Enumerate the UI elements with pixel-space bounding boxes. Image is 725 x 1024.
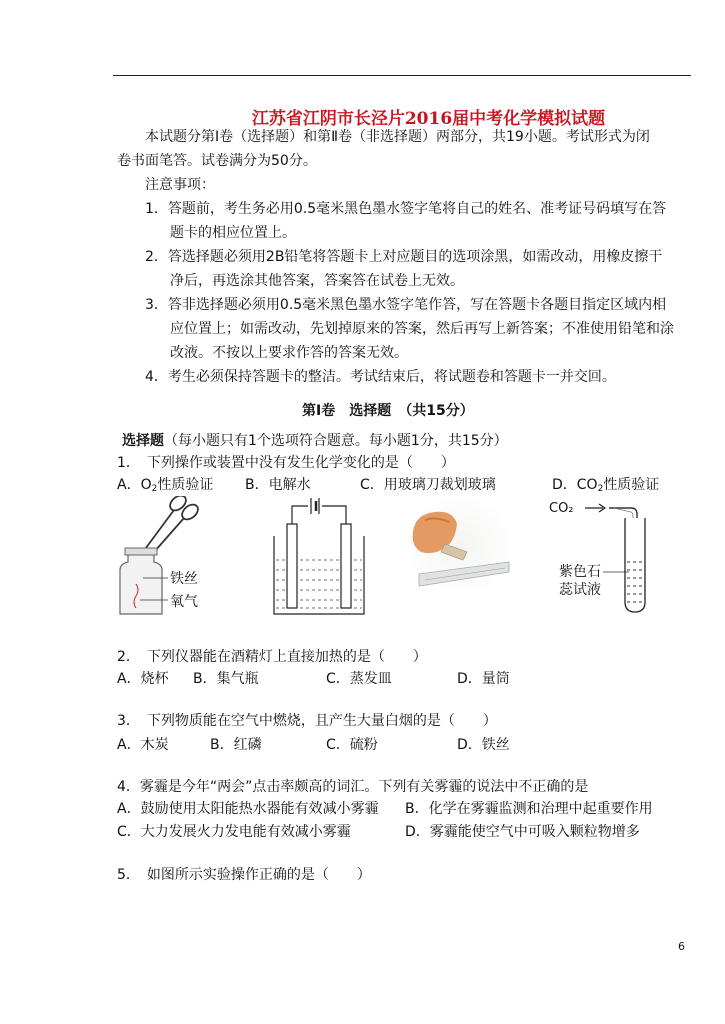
q3-option-d: D．铁丝 bbox=[457, 737, 510, 753]
page-number: 6 bbox=[678, 940, 685, 953]
section-desc-text: （每小题只有1个选项符合题意。每小题1分，共15分） bbox=[164, 433, 508, 449]
q3-option-c: C．硫粉 bbox=[326, 737, 378, 753]
q4-option-d: D．雾霾能使空气中可吸入颗粒物增多 bbox=[405, 824, 640, 840]
header-rule bbox=[113, 75, 691, 76]
notes-heading: 注意事项： bbox=[145, 177, 215, 193]
q3-option-a: A．木炭 bbox=[117, 737, 169, 753]
label-iron-wire: 铁丝 bbox=[170, 571, 198, 587]
q5-stem: 5． 如图所示实验操作正确的是（ ） bbox=[117, 867, 371, 883]
page-title: 江苏省江阴市长泾片2016届中考化学模拟试题 bbox=[251, 109, 606, 129]
q4-option-b: B．化学在雾霾监测和治理中起重要作用 bbox=[405, 801, 653, 817]
section-description bbox=[122, 432, 508, 450]
label-oxygen: 氧气 bbox=[170, 594, 198, 610]
note-line: 改液。不按以上要求作答的答案无效。 bbox=[170, 345, 408, 361]
q1-option-b: B．电解水 bbox=[245, 477, 311, 493]
q2-option-c: C．蒸发皿 bbox=[326, 671, 392, 687]
q2-option-b: B．集气瓶 bbox=[193, 671, 259, 687]
figure-electrolysis bbox=[268, 496, 370, 621]
q2-option-a: A．烧杯 bbox=[117, 671, 169, 687]
figure-glass-cutter bbox=[405, 494, 515, 598]
note-line: 2．答选择题必须用2B铅笔将答题卡上对应题目的选项涂黑，如需改动，用橡皮擦干 bbox=[145, 249, 663, 265]
q3-option-b: B．红磷 bbox=[210, 737, 262, 753]
label-co2: CO₂ bbox=[549, 501, 574, 516]
q3-stem: 3． 下列物质能在空气中燃烧，且产生大量白烟的是（ ） bbox=[117, 713, 497, 729]
q4-option-a: A．鼓励使用太阳能热水器能有效减小雾霾 bbox=[117, 801, 379, 817]
figure-o2-iron-wire bbox=[110, 496, 245, 618]
note-line: 应位置上；如需改动，先划掉原来的答案，然后再写上新答案；不准使用铅笔和涂 bbox=[170, 321, 674, 337]
note-line: 3．答非选择题必须用0.5毫米黑色墨水签字笔作答，写在答题卡各题目指定区域内相 bbox=[145, 297, 667, 313]
note-line: 题卡的相应位置上。 bbox=[170, 225, 296, 241]
q4-stem: 4．雾霾是今年“两会”点击率颇高的词汇。下列有关雾霾的说法中不正确的是 bbox=[117, 779, 589, 795]
q1-option-d: D．$CO_2$性质验证 bbox=[552, 477, 660, 494]
note-line: 1．答题前，考生务必用0.5毫米黑色墨水签字笔将自己的姓名、准考证号码填写在答 bbox=[145, 201, 667, 217]
q2-option-d: D．量筒 bbox=[457, 671, 510, 687]
section-title: 第Ⅰ卷 选择题 （共15分） bbox=[302, 403, 474, 419]
intro-line-2: 卷书面笔答。试卷满分为50分。 bbox=[117, 153, 317, 169]
q1-option-a: A．$O_2$性质验证 bbox=[117, 477, 214, 494]
note-line: 净后，再选涂其他答案，答案答在试卷上无效。 bbox=[170, 273, 464, 289]
section-desc-bold: 选择题 bbox=[122, 433, 164, 449]
note-line: 4．考生必须保持答题卡的整洁。考试结束后，将试题卷和答题卡一并交回。 bbox=[145, 369, 616, 385]
q2-stem: 2． 下列仪器能在酒精灯上直接加热的是（ ） bbox=[117, 649, 427, 665]
figure-co2-litmus bbox=[543, 496, 663, 618]
q1-stem: 1． 下列操作或装置中没有发生化学变化的是（ ） bbox=[117, 455, 455, 471]
label-purple-litmus-2: 蕊试液 bbox=[559, 582, 601, 598]
label-purple-litmus-1: 紫色石 bbox=[559, 564, 601, 580]
q4-option-c: C．大力发展火力发电能有效减小雾霾 bbox=[117, 824, 351, 840]
q1-option-c: C．用玻璃刀裁划玻璃 bbox=[360, 477, 496, 493]
intro-line-1: 本试题分第Ⅰ卷（选择题）和第Ⅱ卷（非选择题）两部分，共19小题。考试形式为闭 bbox=[145, 129, 650, 145]
